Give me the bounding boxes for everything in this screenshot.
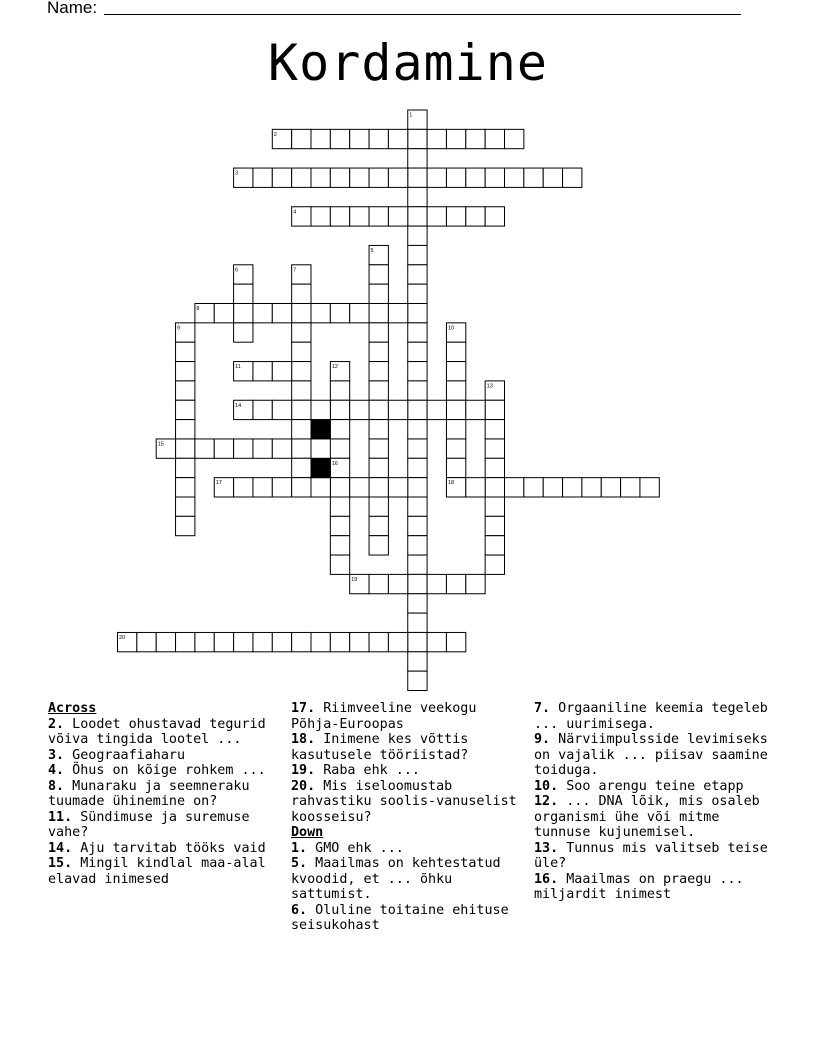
- grid-cell[interactable]: [176, 478, 195, 497]
- clue-number-label: 9.: [534, 732, 551, 747]
- clue-number: 20: [119, 634, 126, 641]
- clue-text: Mingil kindlal maa-alal elavad inimesed: [48, 856, 266, 887]
- grid-cell[interactable]: [408, 536, 427, 555]
- grid-cell[interactable]: [369, 439, 388, 458]
- grid-cell[interactable]: [388, 400, 407, 419]
- grid-cell[interactable]: [311, 129, 330, 148]
- clue-number: 1: [409, 112, 413, 119]
- clue-item: [48, 748, 280, 764]
- grid-cell[interactable]: [330, 497, 349, 516]
- clue-number: 17: [215, 480, 222, 487]
- grid-cell[interactable]: [563, 478, 582, 497]
- grid-cell[interactable]: [350, 632, 369, 651]
- grid-cell[interactable]: [330, 478, 349, 497]
- grid-cell[interactable]: [292, 168, 311, 187]
- clue-item: [48, 763, 280, 779]
- clue-text: Õhus on kõige rohkem ...: [64, 763, 266, 778]
- clue-number: 13: [486, 383, 493, 390]
- grid-cell[interactable]: [582, 478, 601, 497]
- grid-cell[interactable]: [369, 536, 388, 555]
- grid-cell[interactable]: [311, 400, 330, 419]
- grid-cells[interactable]: [118, 110, 660, 691]
- clue-number-label: 1.: [291, 840, 308, 856]
- grid-cell[interactable]: [369, 265, 388, 284]
- grid-cell[interactable]: [234, 323, 253, 342]
- grid-cell[interactable]: [214, 632, 233, 651]
- grid-cell[interactable]: [446, 400, 465, 419]
- grid-cell[interactable]: [408, 400, 427, 419]
- clue-section-heading: Down: [291, 825, 324, 840]
- grid-cell[interactable]: [292, 458, 311, 477]
- grid-cell[interactable]: [485, 555, 504, 574]
- grid-cell[interactable]: [350, 207, 369, 226]
- clue-item: [48, 856, 280, 887]
- clue-item: [291, 841, 523, 857]
- grid-cell[interactable]: [176, 381, 195, 400]
- clue-text: Riimveeline veekogu Põhja-Euroopas: [291, 701, 477, 732]
- grid-cell[interactable]: [408, 226, 427, 245]
- clue-number-label: 20.: [291, 778, 316, 794]
- clue-number: 11: [235, 364, 241, 371]
- grid-cell[interactable]: [446, 362, 465, 381]
- clue-text: Raba ehk ...: [315, 763, 420, 778]
- grid-cell[interactable]: [176, 439, 195, 458]
- grid-cell[interactable]: [292, 632, 311, 651]
- grid-cell[interactable]: [485, 516, 504, 535]
- grid-cell[interactable]: [640, 478, 659, 497]
- grid-cell[interactable]: [330, 439, 349, 458]
- clue-number-label: 5.: [291, 856, 308, 871]
- clue-number: 8: [196, 306, 200, 312]
- grid-cell[interactable]: [350, 304, 369, 323]
- grid-cell[interactable]: [330, 516, 349, 535]
- clue-number-label: 6.: [291, 902, 308, 918]
- grid-cell[interactable]: [601, 478, 620, 497]
- clue-number-label: 11.: [48, 809, 73, 825]
- grid-cell[interactable]: [369, 342, 388, 361]
- clue-number: 15: [157, 441, 164, 448]
- grid-cell[interactable]: [330, 207, 349, 226]
- grid-cell[interactable]: [292, 284, 311, 303]
- clue-item: [291, 856, 523, 903]
- clue-section-heading: Across: [48, 701, 97, 716]
- grid-cell[interactable]: [408, 207, 427, 226]
- grid-cell[interactable]: [408, 265, 427, 284]
- grid-cell[interactable]: [369, 458, 388, 477]
- clue-number: 19: [351, 576, 358, 583]
- grid-cell[interactable]: [369, 478, 388, 497]
- clue-item: [534, 779, 774, 795]
- clue-number-label: 4.: [48, 763, 65, 778]
- grid-cell[interactable]: [369, 284, 388, 303]
- grid-cell[interactable]: [330, 536, 349, 555]
- grid-cell[interactable]: [176, 400, 195, 419]
- grid-cell[interactable]: [253, 439, 272, 458]
- clue-item: [48, 841, 280, 857]
- clue-number-label: 12.: [534, 794, 559, 809]
- grid-cell[interactable]: [311, 304, 330, 323]
- clue-item: [291, 903, 523, 934]
- grid-cell[interactable]: [311, 632, 330, 651]
- grid-cell[interactable]: [369, 497, 388, 516]
- grid-cell[interactable]: [253, 400, 272, 419]
- grid-cell[interactable]: [388, 168, 407, 187]
- grid-cell[interactable]: [292, 304, 311, 323]
- grid-cell[interactable]: [408, 284, 427, 303]
- grid-cell[interactable]: [330, 555, 349, 574]
- grid-cell[interactable]: [176, 342, 195, 361]
- grid-cell[interactable]: [272, 439, 291, 458]
- clue-number: 5: [370, 247, 374, 254]
- clue-number: 7: [293, 267, 297, 274]
- grid-cell[interactable]: [369, 574, 388, 593]
- grid-cell[interactable]: [408, 574, 427, 593]
- grid-cell[interactable]: [505, 478, 524, 497]
- grid-cell[interactable]: [330, 381, 349, 400]
- grid-cell[interactable]: [292, 400, 311, 419]
- clue-text: Geograafiaharu: [64, 747, 186, 763]
- grid-cell[interactable]: [253, 478, 272, 497]
- grid-cell[interactable]: [408, 129, 427, 148]
- clue-item: [48, 810, 280, 841]
- clue-number: 16: [331, 460, 338, 467]
- grid-cell[interactable]: [330, 304, 349, 323]
- grid-cell[interactable]: [446, 168, 465, 187]
- grid-cell[interactable]: [485, 400, 504, 419]
- grid-cell[interactable]: [408, 304, 427, 323]
- grid-cell[interactable]: [272, 168, 291, 187]
- grid-cell[interactable]: [272, 400, 291, 419]
- clue-number: 3: [235, 170, 239, 177]
- grid-cell[interactable]: [253, 168, 272, 187]
- grid-cell[interactable]: [292, 381, 311, 400]
- clue-text: Aju tarvitab tööks vaid: [72, 840, 266, 856]
- grid-cell[interactable]: [485, 458, 504, 477]
- grid-cell[interactable]: [369, 516, 388, 535]
- grid-cell[interactable]: [408, 187, 427, 206]
- grid-cell[interactable]: [272, 304, 291, 323]
- grid-cell[interactable]: [292, 342, 311, 361]
- grid-cell[interactable]: [543, 478, 562, 497]
- grid-cell[interactable]: [292, 478, 311, 497]
- grid-cell[interactable]: [563, 168, 582, 187]
- grid-cell[interactable]: [272, 362, 291, 381]
- name-label: Name:: [47, 0, 98, 17]
- clue-number-label: 16.: [534, 871, 559, 887]
- grid-cell[interactable]: [466, 207, 485, 226]
- clue-number-label: 17.: [291, 701, 316, 716]
- grid-cell[interactable]: [446, 439, 465, 458]
- grid-cell[interactable]: [408, 362, 427, 381]
- clue-number: 14: [235, 402, 242, 409]
- grid-cell[interactable]: [350, 168, 369, 187]
- clue-item: [291, 763, 523, 779]
- grid-cell[interactable]: [137, 632, 156, 651]
- clue-text: Soo arengu teine etapp: [558, 778, 744, 794]
- grid-cell[interactable]: [292, 420, 311, 439]
- grid-cell[interactable]: [253, 362, 272, 381]
- clue-number-label: 8.: [48, 778, 65, 794]
- grid-cell[interactable]: [466, 129, 485, 148]
- page-title: Kordamine: [268, 34, 548, 92]
- grid-cell[interactable]: [234, 439, 253, 458]
- grid-cell[interactable]: [408, 497, 427, 516]
- grid-cell[interactable]: [176, 458, 195, 477]
- clue-text: Tunnus mis valitseb teise üle?: [534, 840, 768, 871]
- grid-cell[interactable]: [466, 478, 485, 497]
- grid-cell[interactable]: [427, 574, 446, 593]
- grid-cell[interactable]: [272, 632, 291, 651]
- grid-cell[interactable]: [408, 458, 427, 477]
- grid-cell[interactable]: [330, 168, 349, 187]
- clue-number: 18: [447, 480, 455, 487]
- grid-cell[interactable]: [408, 245, 427, 264]
- grid-cell[interactable]: [446, 632, 465, 651]
- grid-cell[interactable]: [427, 129, 446, 148]
- grid-cell[interactable]: [388, 632, 407, 651]
- grid-cell[interactable]: [446, 381, 465, 400]
- grid-cell[interactable]: [311, 168, 330, 187]
- grid-cell[interactable]: [176, 497, 195, 516]
- grid-cell[interactable]: [369, 381, 388, 400]
- grid-cell[interactable]: [485, 129, 504, 148]
- clue-item: [291, 779, 523, 826]
- clue-item: [534, 841, 774, 872]
- grid-cell[interactable]: [369, 420, 388, 439]
- grid-cell[interactable]: [369, 400, 388, 419]
- clue-item: [534, 872, 774, 903]
- clue-item: [534, 732, 774, 779]
- grid-cell[interactable]: [524, 168, 543, 187]
- grid-cell[interactable]: [408, 632, 427, 651]
- grid-cell[interactable]: [388, 207, 407, 226]
- grid-cell[interactable]: [388, 478, 407, 497]
- grid-cell[interactable]: [330, 420, 349, 439]
- grid-cell[interactable]: [195, 439, 214, 458]
- blocked-cell: [311, 420, 330, 439]
- grid-cell[interactable]: [408, 613, 427, 632]
- clue-number-label: 14.: [48, 840, 73, 856]
- clue-number: 10: [447, 325, 455, 332]
- grid-cell[interactable]: [292, 129, 311, 148]
- grid-cell[interactable]: [408, 381, 427, 400]
- grid-cell[interactable]: [505, 168, 524, 187]
- grid-cell[interactable]: [427, 632, 446, 651]
- grid-cell[interactable]: [408, 420, 427, 439]
- clue-number-label: 3.: [48, 747, 65, 763]
- grid-cell[interactable]: [408, 671, 427, 690]
- clues-column-1: [48, 701, 280, 887]
- grid-cell[interactable]: [195, 632, 214, 651]
- grid-cell[interactable]: [330, 129, 349, 148]
- grid-cell[interactable]: [427, 168, 446, 187]
- clue-text: Oluline toitaine ehituse seisukohast: [291, 902, 509, 933]
- grid-cell[interactable]: [234, 304, 253, 323]
- clue-item: [534, 794, 774, 841]
- grid-cell[interactable]: [214, 304, 233, 323]
- grid-cell[interactable]: [446, 129, 465, 148]
- clue-text: Närviimpulsside levimiseks on vajalik ... piisav saamine toiduga.: [534, 732, 768, 778]
- grid-cell[interactable]: [408, 516, 427, 535]
- grid-cell[interactable]: [350, 400, 369, 419]
- grid-cell[interactable]: [388, 129, 407, 148]
- clue-number: 12: [331, 364, 338, 371]
- grid-cell[interactable]: [330, 400, 349, 419]
- grid-cell[interactable]: [408, 168, 427, 187]
- clue-text: Maailmas on praegu ... miljardit inimest: [534, 871, 744, 902]
- clue-number-label: 19.: [291, 763, 316, 778]
- grid-cell[interactable]: [176, 362, 195, 381]
- clues-column-3: [534, 701, 774, 903]
- grid-cell[interactable]: [505, 129, 524, 148]
- grid-cell[interactable]: [311, 207, 330, 226]
- grid-cell[interactable]: [485, 168, 504, 187]
- grid-cell[interactable]: [388, 574, 407, 593]
- grid-cell[interactable]: [176, 420, 195, 439]
- grid-cell[interactable]: [446, 342, 465, 361]
- grid-cell[interactable]: [543, 168, 562, 187]
- grid-cell[interactable]: [446, 207, 465, 226]
- clue-number-label: 2.: [48, 716, 65, 732]
- grid-cell[interactable]: [156, 632, 175, 651]
- grid-cell[interactable]: [369, 304, 388, 323]
- grid-cell[interactable]: [350, 129, 369, 148]
- grid-cell[interactable]: [369, 129, 388, 148]
- clue-item: [48, 717, 280, 748]
- clue-text: ... DNA lõik, mis osaleb organismi ühe või mitme tunnuse kujunemisel.: [534, 794, 760, 840]
- grid-cell[interactable]: [253, 304, 272, 323]
- clue-number: 4: [293, 209, 297, 216]
- grid-cell[interactable]: [485, 536, 504, 555]
- clue-item: [534, 701, 774, 732]
- grid-cell[interactable]: [408, 149, 427, 168]
- grid-cell[interactable]: [427, 400, 446, 419]
- grid-cell[interactable]: [350, 478, 369, 497]
- grid-cell[interactable]: [176, 632, 195, 651]
- grid-cell[interactable]: [369, 323, 388, 342]
- grid-cell[interactable]: [485, 497, 504, 516]
- grid-cell[interactable]: [408, 594, 427, 613]
- clue-text: Munaraku ja seemneraku tuumade ühinemine on?: [48, 778, 250, 809]
- grid-cell[interactable]: [408, 323, 427, 342]
- grid-cell[interactable]: [292, 439, 311, 458]
- grid-cell[interactable]: [621, 478, 640, 497]
- grid-cell[interactable]: [369, 168, 388, 187]
- grid-cell[interactable]: [446, 420, 465, 439]
- clue-number: 2: [273, 131, 277, 138]
- grid-cell[interactable]: [272, 478, 291, 497]
- grid-cell[interactable]: [485, 207, 504, 226]
- grid-cell[interactable]: [408, 478, 427, 497]
- clues-column-2: [291, 701, 523, 934]
- grid-cell[interactable]: [524, 478, 543, 497]
- clue-number-label: 7.: [534, 701, 551, 716]
- clue-number: 9: [177, 325, 181, 332]
- grid-cell[interactable]: [408, 652, 427, 671]
- grid-cell[interactable]: [369, 632, 388, 651]
- clue-text: Inimene kes võttis kasutusele tööriistad?: [291, 732, 469, 763]
- clue-text: Maailmas on kehtestatud kvoodid, et ... õhku sattumist.: [291, 856, 501, 902]
- blocked-cell: [311, 458, 330, 477]
- clue-number-label: 10.: [534, 778, 559, 794]
- grid-cell[interactable]: [446, 458, 465, 477]
- grid-cell[interactable]: [427, 207, 446, 226]
- grid-cell[interactable]: [466, 574, 485, 593]
- clue-text: GMO ehk ...: [307, 840, 404, 856]
- grid-cell[interactable]: [234, 478, 253, 497]
- grid-cell[interactable]: [369, 207, 388, 226]
- grid-cell[interactable]: [408, 342, 427, 361]
- clue-item: [291, 701, 523, 732]
- grid-cell[interactable]: [369, 362, 388, 381]
- grid-cell[interactable]: [408, 555, 427, 574]
- grid-cell[interactable]: [466, 168, 485, 187]
- grid-cell[interactable]: [388, 304, 407, 323]
- grid-cell[interactable]: [408, 439, 427, 458]
- grid-cell[interactable]: [311, 478, 330, 497]
- grid-cell[interactable]: [330, 632, 349, 651]
- grid-cell[interactable]: [485, 420, 504, 439]
- grid-cell[interactable]: [292, 362, 311, 381]
- grid-cell[interactable]: [253, 632, 272, 651]
- clue-number-label: 15.: [48, 856, 73, 871]
- grid-cell[interactable]: [466, 400, 485, 419]
- clue-text: Mis iseloomustab rahvastiku soolis-vanuselist koosseisu?: [291, 778, 517, 825]
- clue-number-label: 18.: [291, 732, 316, 747]
- clue-number-label: 13.: [534, 840, 559, 856]
- grid-cell[interactable]: [176, 516, 195, 535]
- clue-text: Sündimuse ja suremuse vahe?: [48, 809, 250, 840]
- grid-cell[interactable]: [234, 284, 253, 303]
- clue-item: [291, 732, 523, 763]
- clue-item: [48, 779, 280, 810]
- grid-cell[interactable]: [214, 439, 233, 458]
- clue-number: 6: [235, 267, 239, 274]
- grid-cell[interactable]: [234, 632, 253, 651]
- grid-cell[interactable]: [292, 323, 311, 342]
- grid-cell[interactable]: [446, 574, 465, 593]
- grid-cell[interactable]: [485, 439, 504, 458]
- grid-cell[interactable]: [485, 478, 504, 497]
- clue-text: Loodet ohustavad tegurid võiva tingida lootel ...: [48, 716, 266, 747]
- clue-text: Orgaaniline keemia tegeleb ... uurimisega.: [534, 701, 768, 732]
